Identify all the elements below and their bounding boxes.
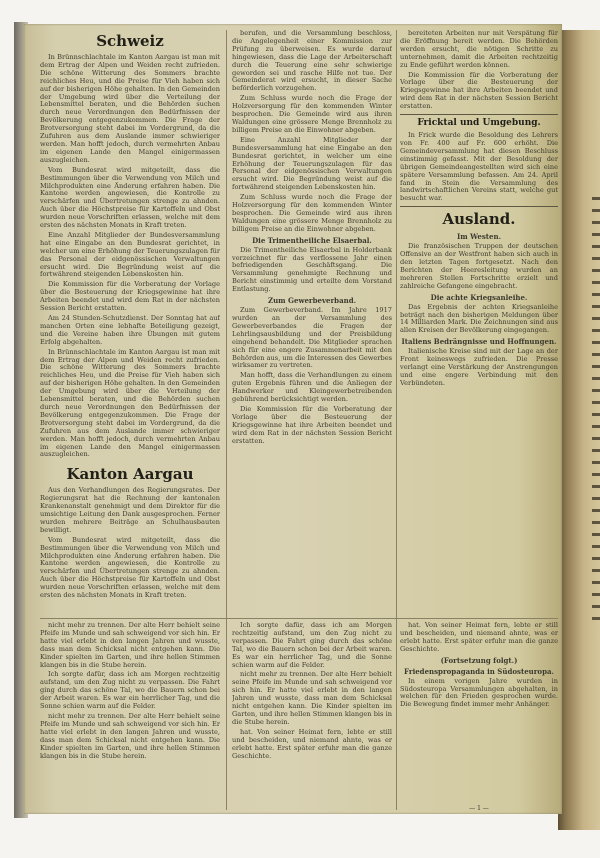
article-paragraph: Die Kommission für die Vorberatung der Vorlage über die Besteuerung der Kriegsgewinne hat ihre Arbeiten beendet und wird dem Rat in der nächsten Session Bericht erstatten. <box>232 404 392 445</box>
section-heading-fricktal: Fricktal und Umgebung. <box>417 118 541 129</box>
divider <box>400 114 558 115</box>
article-paragraph: Am 24 Stunden-Schutzdienst. Der Sonntag hat auf manchen Orten eine lebhafte Beteiligung gezeigt, und die Vereine haben ihre Übungen mit gutem Erfolg abgehalten. <box>40 314 220 346</box>
article-paragraph: Zum Schluss wurde noch die Frage der Holzversorgung für den kommenden Winter besprochen. Die Gemeinde wird aus ihren Waldungen eine grössere Menge Brennholz zu billigem Preise an die Einwohner abgeben. <box>232 94 392 134</box>
story-paragraph: nicht mehr zu trennen. Der alte Herr behielt seine Pfeife im Munde und sah schweigend vor sich hin. Er hatte viel erlebt in den langen Jahren und wusste, dass man dem Schicksal nicht entgehen kann. Die Kinder spielten im Garten, und ihre hellen Stimmen klangen bis in die Stube herein. <box>40 711 220 760</box>
article-paragraph: Die Kommission für die Vorberatung der Vorlage über die Besteuerung der Kriegsgewinne hat ihre Arbeiten beendet und wird dem Rat in der nächsten Session Bericht erstatten. <box>400 70 558 111</box>
section-heading-ausland: Ausland. <box>442 210 516 229</box>
column-rule-1 <box>226 30 227 810</box>
article-paragraph: In Frick wurde die Besoldung des Lehrers von Fr. 400 auf Fr. 600 erhöht. Die Gemeindeversammlung hat diesen Beschluss einstimmig gefasst. Mit der Besoldung der übrigen Gemeindeangestellten wird sich eine spätere Versammlung befassen. Am 24. April fand in Stein die Versammlung des landwirtschaftlichen Vereins statt, welche gut besucht war. <box>400 131 558 203</box>
feuilleton-column-2 <box>232 622 392 812</box>
feuilleton-column-1 <box>40 622 220 812</box>
article-paragraph: Zum Gewerbeverband. Im Jahre 1917 wurden an der Versammlung des Gewerbeverbandes die Fragen der Lehrlingsausbildung und der Preisbildung eingehend behandelt. Die Mitglieder sprachen sich für eine engere Zusammenarbeit mit den Behörden aus, um die Interessen des Gewerbes wirksamer zu vertreten. <box>232 306 392 370</box>
column-3 <box>400 30 558 615</box>
article-paragraph: Vom Bundesrat wird mitgeteilt, dass die Bestimmungen über die Verwendung von Milch und Milchprodukten eine Änderung erfahren haben. Die Kantone werden angewiesen, die Kontrolle zu verschärfen und Übertretungen strenge zu ahnden. Auch über die Höchstpreise für Kartoffeln und Obst wurden neue Vorschriften erlassen, welche mit dem ersten des nächsten Monats in Kraft treten. <box>40 535 220 600</box>
subheading-friedenspropaganda: Friedenspropaganda in Südosteuropa. <box>404 666 554 676</box>
subheading-italiens: Italiens Bedrängnisse und Hoffnungen. <box>401 337 557 347</box>
article-paragraph: Man hofft, dass die Verhandlungen zu einem guten Ergebnis führen und die Anliegen der Handwerker und Kleingewerbetreibenden gebührend berücksichtigt werden. <box>232 371 392 404</box>
feuilleton-rule <box>40 618 558 619</box>
article-paragraph: Die französischen Truppen der deutschen Offensive an der Westfront haben sich auch in den letzten Tagen fortgesetzt. Nach den Berichten der Heeresleitung wurden an mehreren Stellen Fortschritte erzielt und zahlreiche Gefangene eingebracht. <box>400 242 558 290</box>
feuilleton-column-3 <box>400 622 558 812</box>
story-paragraph: nicht mehr zu trennen. Der alte Herr behielt seine Pfeife im Munde und sah schweigend vor sich hin. Er hatte viel erlebt in den langen Jahren und wusste, dass man dem Schicksal nicht entgehen kann. Die Kinder spielten im Garten, und ihre hellen Stimmen klangen bis in die Stube herein. <box>232 670 392 726</box>
story-paragraph: hat. Von seiner Heimat fern, lebte er still und bescheiden, und niemand ahnte, was er erlebt hatte. Erst später erfuhr man die ganze Geschichte. <box>232 727 392 760</box>
article-paragraph: In Brünnschlachtale im Kanton Aargau ist man mit dem Ertrag der Alpen und Weiden recht zufrieden. Die schöne Witterung des Sommers brachte reichliches Heu, und die Preise für Vieh haben sich auf der bisherigen Höhe gehalten. In den Gemeinden der Umgebung wird über die Verteilung der Lebensmittel beraten, und die Behörden suchen durch neue Verordnungen den Bedürfnissen der Bevölkerung entgegenzukommen. Die Frage der Brotversorgung steht dabei im Vordergrund, da die Zufuhren aus dem Auslande immer schwieriger werden. Man hofft jedoch, durch vermehrten Anbau im eigenen Lande den Mangel einigermassen auszugleichen. <box>40 53 220 164</box>
subheading-kriegsanleihe: Die achte Kriegsanleihe. <box>430 292 528 302</box>
column-1 <box>40 30 220 615</box>
subheading-westen: Im Westen. <box>456 232 502 242</box>
divider <box>400 206 558 207</box>
article-paragraph: berufen, und die Versammlung beschloss, die Angelegenheit einer Kommission zur Prüfung zu überweisen. Es wurde darauf hingewiesen, dass die Lage der Arbeiterschaft durch die Teuerung eine sehr schwierige geworden sei und rasche Hilfe not tue. Der Gemeinderat wird ersucht, in dieser Sache beförderlich vorzugehen. <box>232 30 392 93</box>
section-heading-schweiz: Schweiz <box>96 32 164 50</box>
article-paragraph: Eine Anzahl Mitglieder der Bundesversammlung hat eine Eingabe an den Bundesrat gerichtet, in welcher um eine Erhöhung der Teuerungszulagen für das Personal der eidgenössischen Verwaltungen ersucht wird. Die Begründung weist auf die fortwährend steigenden Lebenskosten hin. <box>40 230 220 279</box>
article-paragraph: Vom Bundesrat wird mitgeteilt, dass die Bestimmungen über die Verwendung von Milch und Milchprodukten eine Änderung erfahren haben. Die Kantone werden angewiesen, die Kontrolle zu verschärfen und Übertretungen strenge zu ahnden. Auch über die Höchstpreise für Kartoffeln und Obst wurden neue Vorschriften erlassen, welche mit dem ersten des nächsten Monats in Kraft treten. <box>40 165 220 230</box>
article-paragraph: Italienische Kreise sind mit der Lage an der Front keineswegs zufrieden. Die Presse verlangt eine Verstärkung der Anstrengungen und eine engere Verbindung mit den Verbündeten. <box>400 347 558 387</box>
article-paragraph: Das Ergebnis der achten Kriegsanleihe beträgt nach den bisherigen Meldungen über 14 Milliarden Mark. Die Zeichnungen sind aus allen Kreisen der Bevölkerung eingegangen. <box>400 302 558 335</box>
story-paragraph: In einem vorigen Jahre wurden in Südosteuropa Versammlungen abgehalten, in welchen für den Frieden gesprochen wurde. Die Bewegung findet immer mehr Anhänger. <box>400 676 558 709</box>
section-heading-kanton-aargau: Kanton Aargau <box>66 465 194 484</box>
article-paragraph: Die Trimentheiliche Elsaerbal in Holderbank verzeichnet für das verflossene Jahr einen befriedigenden Geschäftsgang. Die Versammlung genehmigte Rechnung und Bericht einstimmig und erteilte dem Vorstand Entlastung. <box>232 245 392 294</box>
article-paragraph: Eine Anzahl Mitglieder der Bundesversammlung hat eine Eingabe an den Bundesrat gerichtet, in welcher um eine Erhöhung der Teuerungszulagen für das Personal der eidgenössischen Verwaltungen ersucht wird. Die Begründung weist auf die fortwährend steigenden Lebenskosten hin. <box>232 135 392 192</box>
story-paragraph: nicht mehr zu trennen. Der alte Herr behielt seine Pfeife im Munde und sah schweigend vor sich hin. Er hatte viel erlebt in den langen Jahren und wusste, dass man dem Schicksal nicht entgehen kann. Die Kinder spielten im Garten, und ihre hellen Stimmen klangen bis in die Stube herein. <box>40 622 220 669</box>
story-paragraph: Ich sorgte dafür, dass ich am Morgen rechtzeitig aufstand, um den Zug nicht zu verpassen. Die Fahrt ging durch das schöne Tal, wo die Bauern schon bei der Arbeit waren. Es war ein herrlicher Tag, und die Sonne schien warm auf die Felder. <box>40 670 220 711</box>
article-paragraph: Die Kommission für die Vorberatung der Vorlage über die Besteuerung der Kriegsgewinne hat ihre Arbeiten beendet und wird dem Rat in der nächsten Session Bericht erstatten. <box>40 280 220 313</box>
article-paragraph: bereiteten Arbeiten nur mit Verspätung für die Eröffnung bereit werden. Die Behörden werden ersucht, die nötigen Schritte zu unternehmen, damit die Arbeiten rechtzeitig zu Ende geführt werden können. <box>400 30 558 69</box>
page-marker: — 1 — <box>469 805 489 812</box>
story-paragraph: Ich sorgte dafür, dass ich am Morgen rechtzeitig aufstand, um den Zug nicht zu verpassen. Die Fahrt ging durch das schöne Tal, wo die Bauern schon bei der Arbeit waren. Es war ein herrlicher Tag, und die Sonne schien warm auf die Felder. <box>232 622 392 669</box>
subheading-gewerbe: Zum Gewerbeverband. <box>267 296 357 306</box>
story-paragraph: hat. Von seiner Heimat fern, lebte er still und bescheiden, und niemand ahnte, was er erlebt hatte. Erst später erfuhr man die ganze Geschichte. <box>400 622 558 653</box>
article-paragraph: Aus den Verhandlungen des Regierungsrates. Der Regierungsrat hat die Rechnung der kantonalen Krankenanstalt genehmigt und dem Direktor für die umsichtige Leitung den Dank ausgesprochen. Ferner wurden mehrere Beiträge an Schulhausbauten bewilligt. <box>40 486 220 534</box>
column-2 <box>232 30 392 615</box>
column-rule-2 <box>396 30 397 810</box>
facing-page-text-edge <box>592 190 600 620</box>
article-paragraph: In Brünnschlachtale im Kanton Aargau ist man mit dem Ertrag der Alpen und Weiden recht zufrieden. Die schöne Witterung des Sommers brachte reichliches Heu, und die Preise für Vieh haben sich auf der bisherigen Höhe gehalten. In den Gemeinden der Umgebung wird über die Verteilung der Lebensmittel beraten, und die Behörden suchen durch neue Verordnungen den Bedürfnissen der Bevölkerung entgegenzukommen. Die Frage der Brotversorgung steht dabei im Vordergrund, da die Zufuhren aus dem Auslande immer schwieriger werden. Man hofft jedoch, durch vermehrten Anbau im eigenen Lande den Mangel einigermassen auszugleichen. <box>40 347 220 459</box>
fortsetzung-note: (Fortsetzung folgt.) <box>440 655 518 665</box>
article-paragraph: Zum Schluss wurde noch die Frage der Holzversorgung für den kommenden Winter besprochen. Die Gemeinde wird aus ihren Waldungen eine grössere Menge Brennholz zu billigem Preise an die Einwohner abgeben. <box>232 193 392 233</box>
subheading-trimenthal: Die Trimentheiliche Elsaerbal. <box>252 235 372 245</box>
